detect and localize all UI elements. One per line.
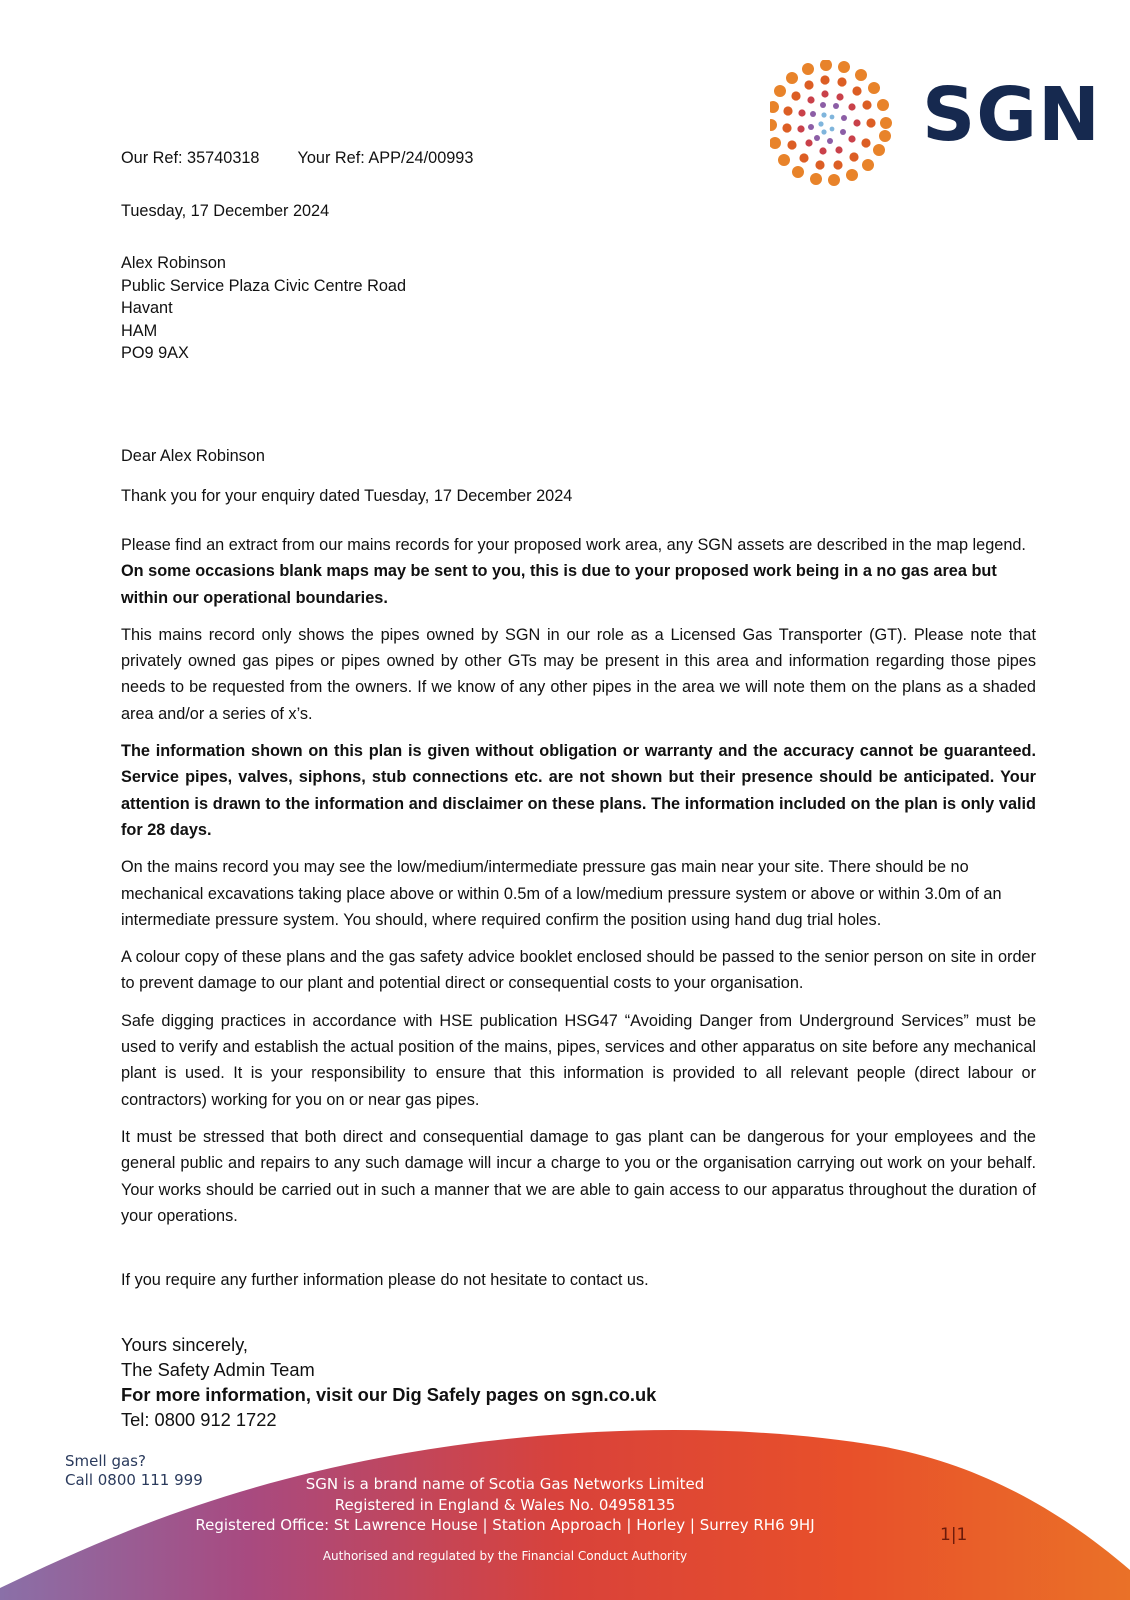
paragraph-pressure: On the mains record you may see the low/medium/intermediate pressure gas main near your site. There should be no mechanical excavations taking place above or within 0.5m of a low/medium pressure system or above or within 3.0m of an intermediate pressure system. You should, where required confirm the position using hand dug trial holes. — [121, 858, 1002, 929]
page-number: 1|1 — [940, 1525, 968, 1545]
blank-map-notice: On some occasions blank maps may be sent to you, this is due to your proposed work being in a no gas area but within our operational boundaries. — [121, 562, 997, 607]
smell-gas-notice — [65, 1452, 203, 1490]
address-line: Public Service Plaza Civic Centre Road — [121, 276, 407, 295]
smell-gas-label: Smell gas? — [65, 1452, 146, 1470]
closing: Yours sincerely, — [121, 1334, 249, 1355]
company-registration: SGN is a brand name of Scotia Gas Networks Limited Registered in England & Wales No. 04958135 Registered Office: St Lawrence House | Station Approach | Horley | Surrey RH6 9HJ — [195, 1475, 815, 1534]
letter-paragraphs — [121, 532, 1036, 1240]
address-line: Alex Robinson — [121, 254, 226, 272]
our-ref: Our Ref: 35740318 — [121, 149, 260, 167]
further-info: If you require any further information please do not hesitate to contact us. — [121, 1271, 649, 1289]
address-line: PO9 9AX — [121, 344, 189, 363]
your-ref: Your Ref: APP/24/00993 — [297, 149, 474, 167]
paragraph-map-extract: Please find an extract from our mains records for your proposed work area, any SGN assets are described in the map legend. On some occasions blank maps may be sent to you, this is due to your proposed work being in a no gas area but within our operational boundaries. — [121, 536, 1026, 607]
letter-date: Tuesday, 17 December 2024 — [121, 202, 330, 220]
recipient-address — [121, 252, 406, 365]
paragraph-damage: It must be stressed that both direct and consequential damage to gas plant can be dangerous for your employees and the general public and repairs to any such damage will incur a charge to you or the organisation carrying out work on your behalf. Your works should be carried out in such a manner that we are able to gain access to our apparatus throughout the duration of your operations. — [121, 1127, 1036, 1225]
sgn-logo — [770, 60, 1101, 190]
address-line: Havant — [121, 299, 173, 318]
address-line: HAM — [121, 321, 158, 340]
salutation: Dear Alex Robinson — [121, 447, 265, 465]
dig-safely-link[interactable]: For more information, visit our Dig Safely pages on sgn.co.uk — [121, 1384, 657, 1405]
paragraph-gt-ownership: This mains record only shows the pipes owned by SGN in our role as a Licensed Gas Transporter (GT). Please note that privately owned gas pipes or pipes owned by other GTs may be present in this area and information regarding those pipes needs to be requested from the owners. If we know of any other pipes in the area we will note them on the plans as a shaded area and/or a series of x’s. — [121, 625, 1036, 723]
emergency-number: Call 0800 111 999 — [65, 1471, 203, 1489]
team-name: The Safety Admin Team — [121, 1359, 315, 1380]
paragraph-safe-digging: Safe digging practices in accordance with HSE publication HSG47 “Avoiding Danger from Underground Services” must be used to verify and establish the actual position of the mains, pipes, services and other apparatus on site before any mechanical plant is used. It is your responsibility to ensure that this information is provided to all relevant people (direct labour or contractors) working for you on or near gas pipes. — [121, 1011, 1036, 1109]
sgn-rings-icon — [770, 60, 915, 190]
fca-notice: Authorised and regulated by the Financial Conduct Authority — [322, 1549, 688, 1563]
reference-line — [121, 148, 473, 169]
paragraph-disclaimer: The information shown on this plan is given without obligation or warranty and the accuracy cannot be guaranteed. Service pipes, valves, siphons, stub connections etc. are not shown but their presence should be anticipated. Your attention is drawn to the information and disclaimer on these plans. The information included on the plan is only valid for 28 days. — [121, 742, 1036, 839]
contact-tel: Tel: 0800 912 1722 — [121, 1409, 277, 1430]
thanks-line: Thank you for your enquiry dated Tuesday, 17 December 2024 — [121, 487, 573, 505]
sgn-wordmark: SGN — [922, 72, 1101, 158]
signoff — [121, 1332, 656, 1432]
paragraph-colour-copy: A colour copy of these plans and the gas safety advice booklet enclosed should be passed to the senior person on site in order to prevent damage to our plant and potential direct or consequential costs to your organisation. — [121, 948, 1036, 993]
